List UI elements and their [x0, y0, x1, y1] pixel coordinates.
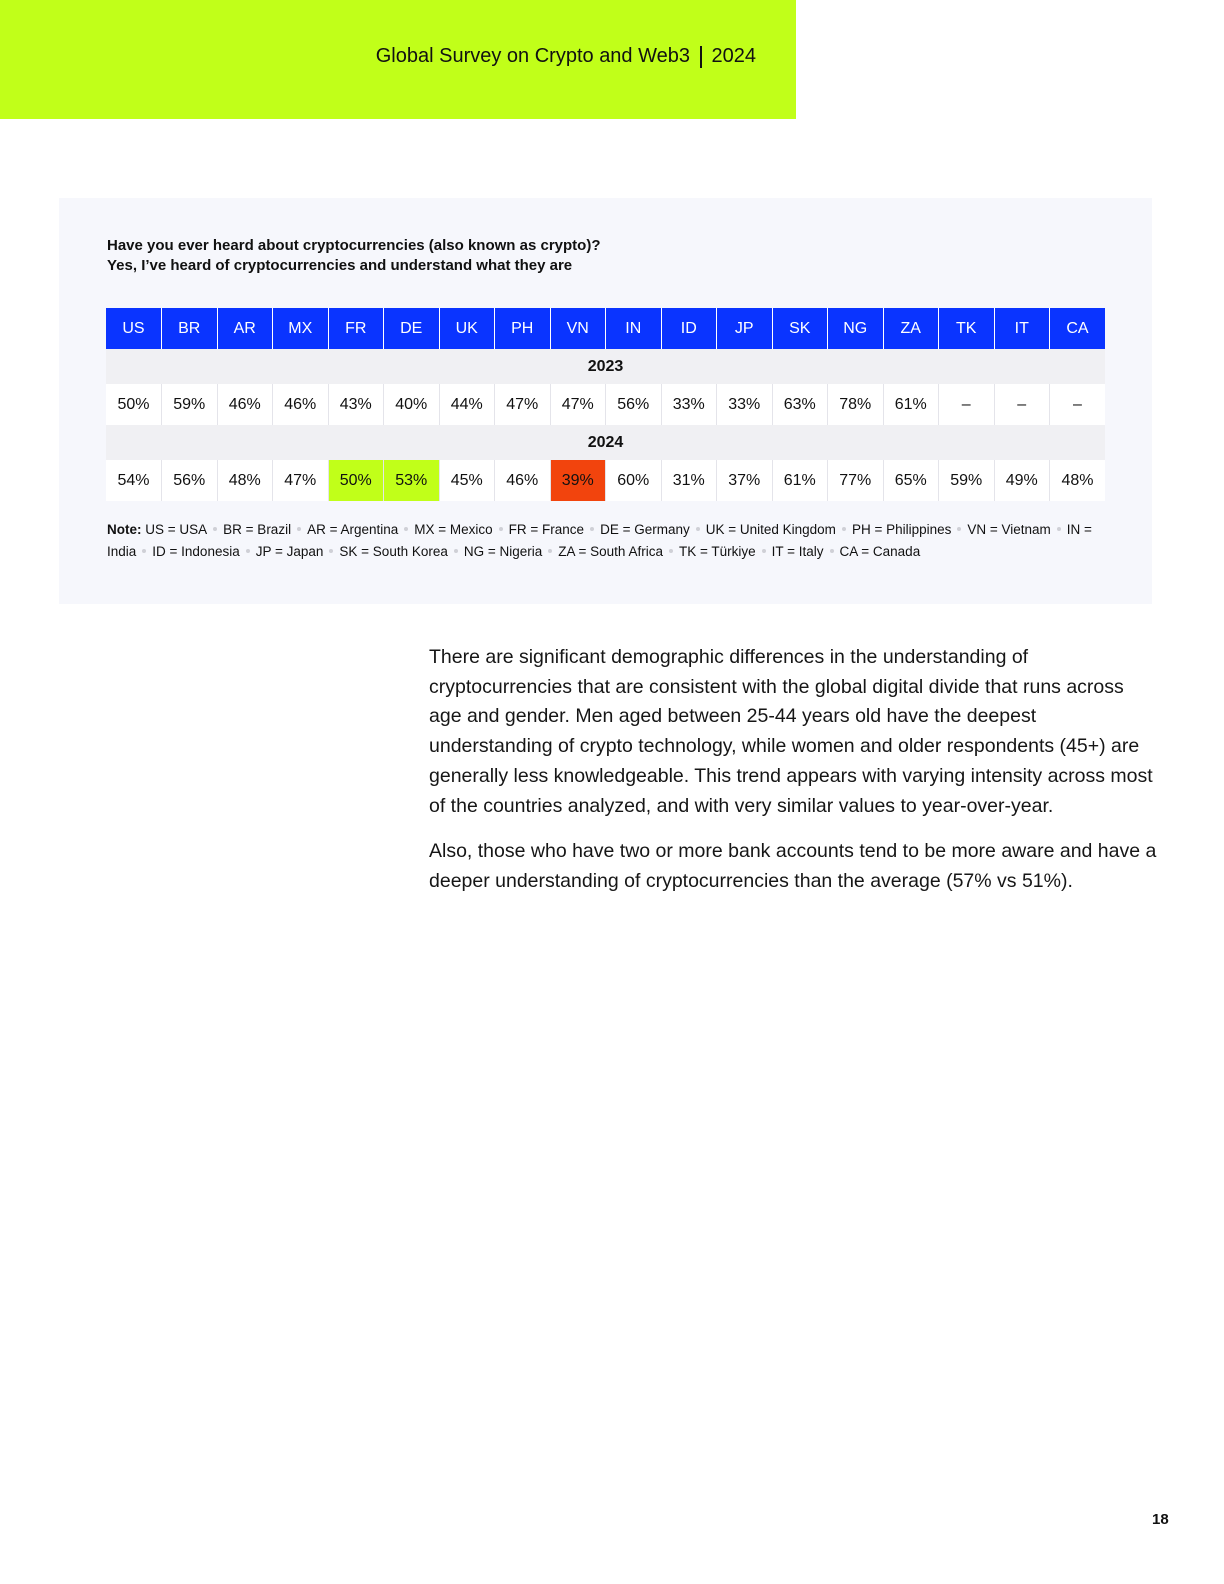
country-header-vn: VN	[550, 308, 606, 349]
legend-item: IN = India	[107, 522, 1092, 559]
value-cell-us-2024: 54%	[106, 460, 162, 501]
legend-item: TK = Türkiye	[678, 544, 756, 559]
legend-separator-dot	[957, 527, 961, 531]
value-cell-ca-2023: –	[1050, 384, 1106, 425]
report-year: 2024	[711, 45, 756, 67]
legend-item: US = USA	[145, 522, 208, 537]
results-body	[106, 349, 1105, 501]
country-header-it: IT	[994, 308, 1050, 349]
value-cell-ph-2024: 46%	[495, 460, 551, 501]
legend-item: ID = Indonesia	[152, 544, 240, 559]
legend-separator-dot	[499, 527, 503, 531]
legend-separator-dot	[548, 549, 552, 553]
country-header-tk: TK	[939, 308, 995, 349]
legend-item: PH = Philippines	[851, 522, 952, 537]
value-cell-id-2023: 33%	[661, 384, 717, 425]
value-cell-de-2024: 53%	[384, 460, 440, 501]
value-cell-ng-2024: 77%	[828, 460, 884, 501]
legend-separator-dot	[297, 527, 301, 531]
country-header-row	[106, 308, 1105, 349]
country-header-za: ZA	[883, 308, 939, 349]
page-number: 18	[1152, 1511, 1169, 1528]
legend-item: FR = France	[508, 522, 585, 537]
value-cell-mx-2023: 46%	[273, 384, 329, 425]
survey-figure-panel	[59, 198, 1152, 604]
values-row-2023	[106, 384, 1105, 425]
value-cell-uk-2023: 44%	[439, 384, 495, 425]
country-header-ph: PH	[495, 308, 551, 349]
legend-item: IT = Italy	[771, 544, 824, 559]
value-cell-jp-2024: 37%	[717, 460, 773, 501]
legend-separator-dot	[762, 549, 766, 553]
country-header-de: DE	[384, 308, 440, 349]
country-header-ng: NG	[828, 308, 884, 349]
value-cell-fr-2023: 43%	[328, 384, 384, 425]
question-line-1: Have you ever heard about cryptocurrencies (also known as crypto)?	[107, 237, 601, 254]
value-cell-id-2024: 31%	[661, 460, 717, 501]
legend-item: BR = Brazil	[223, 522, 292, 537]
legend-separator-dot	[404, 527, 408, 531]
country-header-id: ID	[661, 308, 717, 349]
value-cell-vn-2023: 47%	[550, 384, 606, 425]
value-cell-sk-2023: 63%	[772, 384, 828, 425]
value-cell-sk-2024: 61%	[772, 460, 828, 501]
legend-item: UK = United Kingdom	[705, 522, 836, 537]
country-results-table	[106, 308, 1105, 501]
country-header-jp: JP	[717, 308, 773, 349]
country-header-us: US	[106, 308, 162, 349]
legend-item: VN = Vietnam	[967, 522, 1051, 537]
legend-item: SK = South Korea	[339, 544, 448, 559]
value-cell-it-2023: –	[994, 384, 1050, 425]
country-header-ca: CA	[1050, 308, 1106, 349]
body-text	[429, 643, 1159, 913]
value-cell-vn-2024: 39%	[550, 460, 606, 501]
country-header-br: BR	[162, 308, 218, 349]
year-label-2024: 2024	[106, 425, 1105, 460]
legend-item: ZA = South Africa	[558, 544, 663, 559]
value-cell-za-2023: 61%	[883, 384, 939, 425]
legend-separator-dot	[830, 549, 834, 553]
value-cell-in-2023: 56%	[606, 384, 662, 425]
legend-separator-dot	[1057, 527, 1061, 531]
value-cell-it-2024: 49%	[994, 460, 1050, 501]
value-cell-ca-2024: 48%	[1050, 460, 1106, 501]
legend-item: DE = Germany	[600, 522, 690, 537]
value-cell-ng-2023: 78%	[828, 384, 884, 425]
legend-separator-dot	[590, 527, 594, 531]
country-header-ar: AR	[217, 308, 273, 349]
value-cell-uk-2024: 45%	[439, 460, 495, 501]
value-cell-ph-2023: 47%	[495, 384, 551, 425]
value-cell-jp-2023: 33%	[717, 384, 773, 425]
value-cell-za-2024: 65%	[883, 460, 939, 501]
legend-item: JP = Japan	[255, 544, 324, 559]
legend-separator-dot	[696, 527, 700, 531]
legend-item: AR = Argentina	[307, 522, 399, 537]
legend-separator-dot	[669, 549, 673, 553]
values-row-2024	[106, 460, 1105, 501]
year-row	[106, 425, 1105, 460]
report-title	[376, 45, 756, 68]
legend-item: NG = Nigeria	[463, 544, 543, 559]
note-label: Note:	[107, 522, 142, 537]
value-cell-fr-2024: 50%	[328, 460, 384, 501]
title-separator	[700, 46, 702, 68]
legend-items	[107, 522, 1092, 559]
value-cell-in-2024: 60%	[606, 460, 662, 501]
figure-question	[107, 236, 600, 276]
value-cell-tk-2023: –	[939, 384, 995, 425]
header-band	[0, 0, 796, 119]
value-cell-br-2024: 56%	[162, 460, 218, 501]
country-header-uk: UK	[439, 308, 495, 349]
country-header-in: IN	[606, 308, 662, 349]
value-cell-br-2023: 59%	[162, 384, 218, 425]
legend-separator-dot	[842, 527, 846, 531]
legend-item: CA = Canada	[839, 544, 921, 559]
legend-separator-dot	[454, 549, 458, 553]
value-cell-tk-2024: 59%	[939, 460, 995, 501]
year-row	[106, 349, 1105, 384]
country-legend-note	[107, 519, 1107, 563]
paragraph-1: There are significant demographic differences in the understanding of cryptocurrencies that are consistent with the global digital divide that runs across age and gender. Men aged between 25-44 years old have the deepest understanding of crypto technology, while women and older respondents (45+) are generally less knowledgeable. This trend appears with varying intensity across most of the countries analyzed, and with very similar values to year-over-year.	[429, 646, 1153, 817]
legend-item: MX = Mexico	[414, 522, 493, 537]
country-header-sk: SK	[772, 308, 828, 349]
legend-separator-dot	[329, 549, 333, 553]
paragraph-2: Also, those who have two or more bank accounts tend to be more aware and have a deeper understanding of cryptocurrencies than the average (57% vs 51%).	[429, 840, 1157, 892]
value-cell-de-2023: 40%	[384, 384, 440, 425]
year-label-2023: 2023	[106, 349, 1105, 384]
legend-separator-dot	[213, 527, 217, 531]
value-cell-us-2023: 50%	[106, 384, 162, 425]
value-cell-ar-2024: 48%	[217, 460, 273, 501]
country-header-fr: FR	[328, 308, 384, 349]
legend-separator-dot	[246, 549, 250, 553]
country-header-mx: MX	[273, 308, 329, 349]
value-cell-mx-2024: 47%	[273, 460, 329, 501]
value-cell-ar-2023: 46%	[217, 384, 273, 425]
report-name: Global Survey on Crypto and Web3	[375, 45, 690, 67]
question-line-2: Yes, I’ve heard of cryptocurrencies and understand what they are	[107, 257, 573, 274]
legend-separator-dot	[142, 549, 146, 553]
